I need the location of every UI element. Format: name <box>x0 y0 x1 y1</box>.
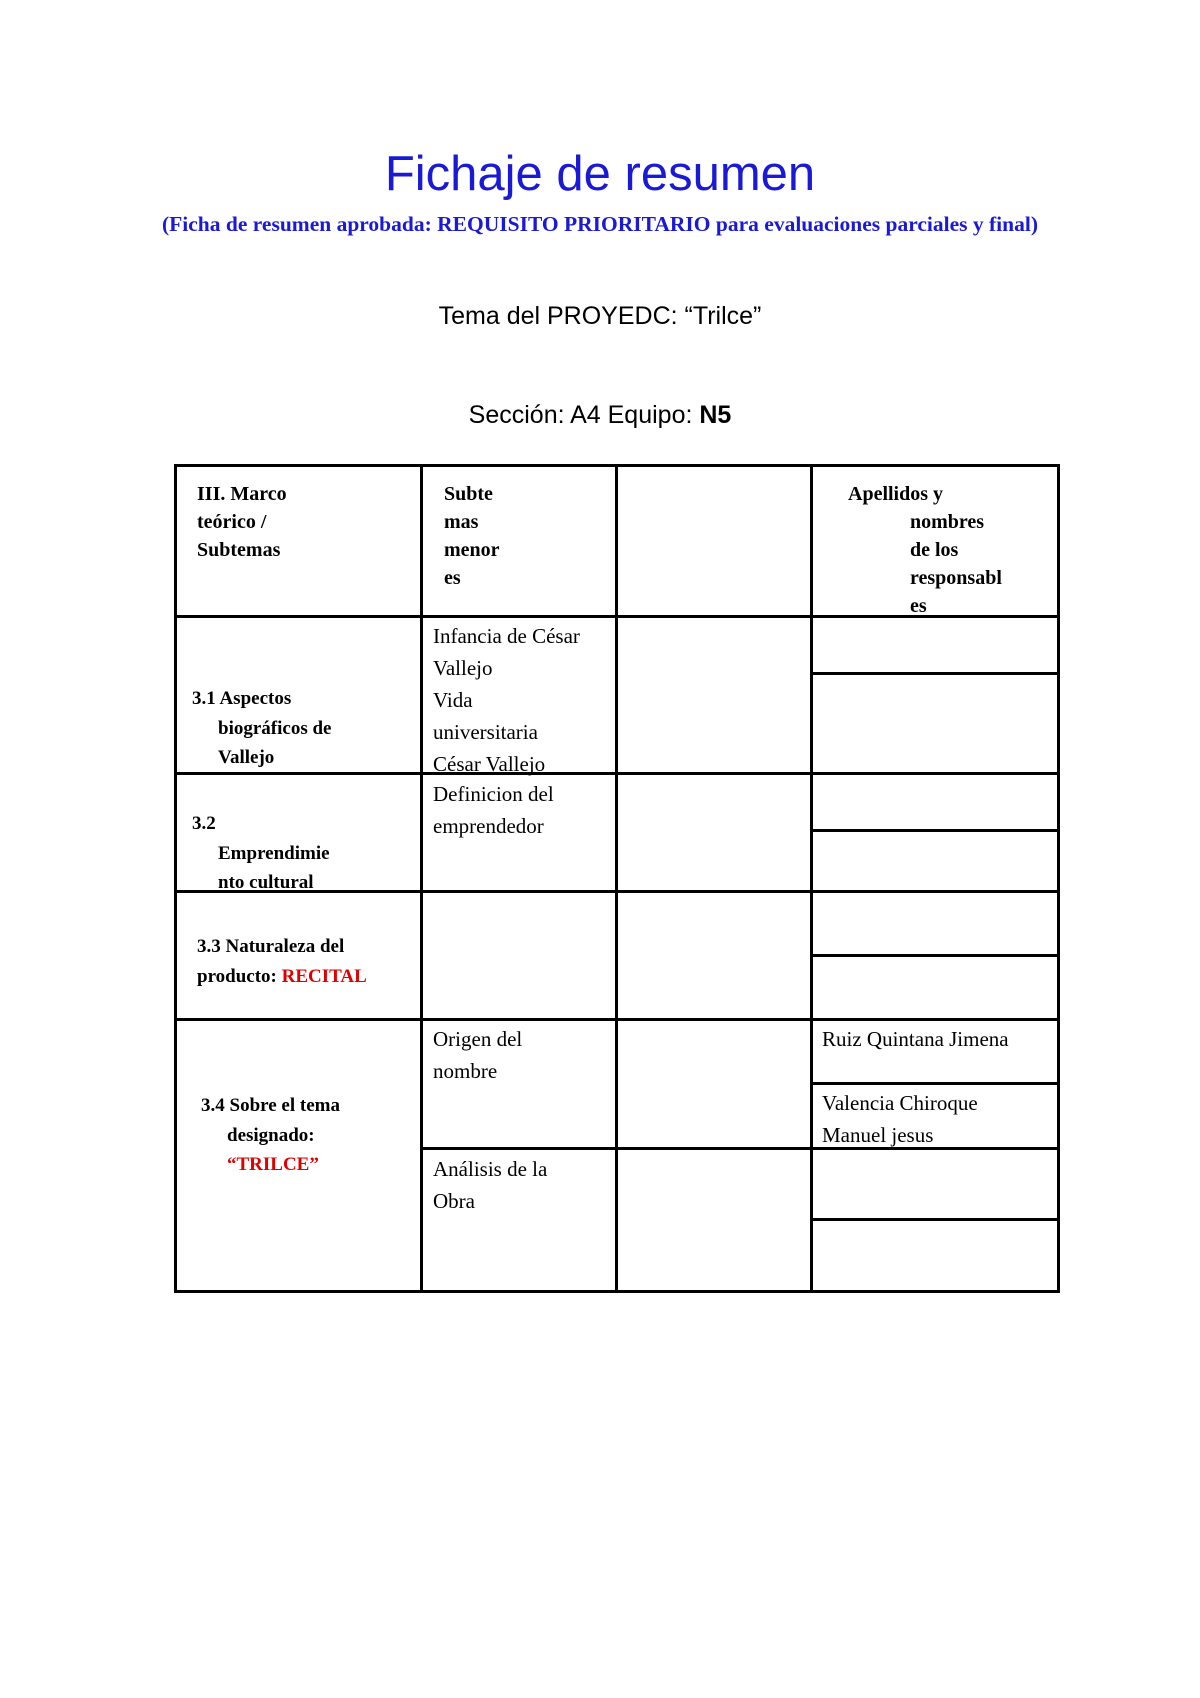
project-topic: Tema del PROYEDC: “Trilce” <box>438 302 762 330</box>
menores-3-1 <box>433 620 580 780</box>
responsable-line: Valencia Chiroque <box>822 1091 978 1115</box>
menor-line: Obra <box>433 1189 475 1213</box>
header-line: es <box>444 567 461 589</box>
subtema-highlight: RECITAL <box>281 965 367 987</box>
menor-line: Infancia de César <box>433 624 580 648</box>
menor-line: Vallejo <box>433 656 493 680</box>
table-column-line <box>615 464 618 1293</box>
section-label: Sección: A4 Equipo: <box>468 401 700 429</box>
menores-3-4-a <box>433 1023 522 1087</box>
header-line: nombres <box>910 511 985 533</box>
header-line: Subte <box>444 483 493 505</box>
responsable-line: Manuel jesus <box>822 1123 934 1147</box>
header-line: III. Marco <box>197 483 287 505</box>
subtema-line: nto cultural <box>218 872 314 893</box>
subtema-3-3 <box>197 932 367 991</box>
responsable-1: Ruiz Quintana Jimena <box>822 1027 1009 1051</box>
menor-line: Definicion del <box>433 782 554 806</box>
subtema-text: producto: <box>197 965 282 987</box>
table-divider <box>810 954 1060 957</box>
subtema-line: designado: <box>227 1124 315 1146</box>
header-subtemas-menores <box>444 480 500 592</box>
header-line: mas <box>444 511 479 533</box>
header-responsables <box>848 480 1002 620</box>
header-line: Apellidos y <box>848 483 944 505</box>
header-line: responsabl <box>910 567 1002 589</box>
header-subtemas <box>197 480 287 564</box>
subtema-line <box>197 962 367 992</box>
subtema-3-2 <box>192 809 330 898</box>
document-title: Fichaje de resumen <box>384 147 816 201</box>
header-line: menor <box>444 539 500 561</box>
subtema-line: biográficos de <box>218 717 332 739</box>
subtema-line: 3.4 Sobre el tema <box>201 1095 340 1116</box>
subtema-3-4 <box>201 1091 340 1180</box>
header-line: de los <box>910 539 959 561</box>
subtema-highlight: “TRILCE” <box>227 1154 319 1175</box>
menores-3-4-b <box>433 1153 547 1217</box>
header-line: teórico / <box>197 511 267 533</box>
subtema-line: 3.1 Aspectos <box>192 688 292 709</box>
menor-line: César Vallejo <box>433 752 546 776</box>
header-line: Subtemas <box>197 539 281 561</box>
table-divider <box>810 829 1060 832</box>
subtema-line: 3.3 Naturaleza del <box>197 936 345 957</box>
document-subtitle: (Ficha de resumen aprobada: REQUISITO PRIORITARIO para evaluaciones parciales y final) <box>162 212 1038 236</box>
menor-line: emprendedor <box>433 814 544 838</box>
menor-line: Vida <box>433 688 473 712</box>
table-divider <box>810 672 1060 675</box>
subtema-line: Vallejo <box>218 747 275 768</box>
subtema-3-1 <box>192 684 331 773</box>
responsable-2 <box>822 1087 978 1151</box>
header-line: es <box>910 595 927 617</box>
subtema-line: 3.2 <box>192 813 216 834</box>
table-divider <box>810 1082 1060 1085</box>
team-number: N5 <box>699 401 732 429</box>
table-border-left <box>174 464 177 1293</box>
menor-line: Origen del <box>433 1027 523 1051</box>
menores-3-2 <box>433 778 554 842</box>
menor-line: universitaria <box>433 720 538 744</box>
table-divider <box>810 1218 1060 1221</box>
table-column-line <box>420 464 423 1293</box>
menor-line: nombre <box>433 1059 498 1083</box>
table-column-line <box>810 464 813 1293</box>
table-border-right <box>1057 464 1060 1293</box>
menor-line: Análisis de la <box>433 1157 548 1181</box>
subtema-line: Emprendimie <box>218 842 330 864</box>
